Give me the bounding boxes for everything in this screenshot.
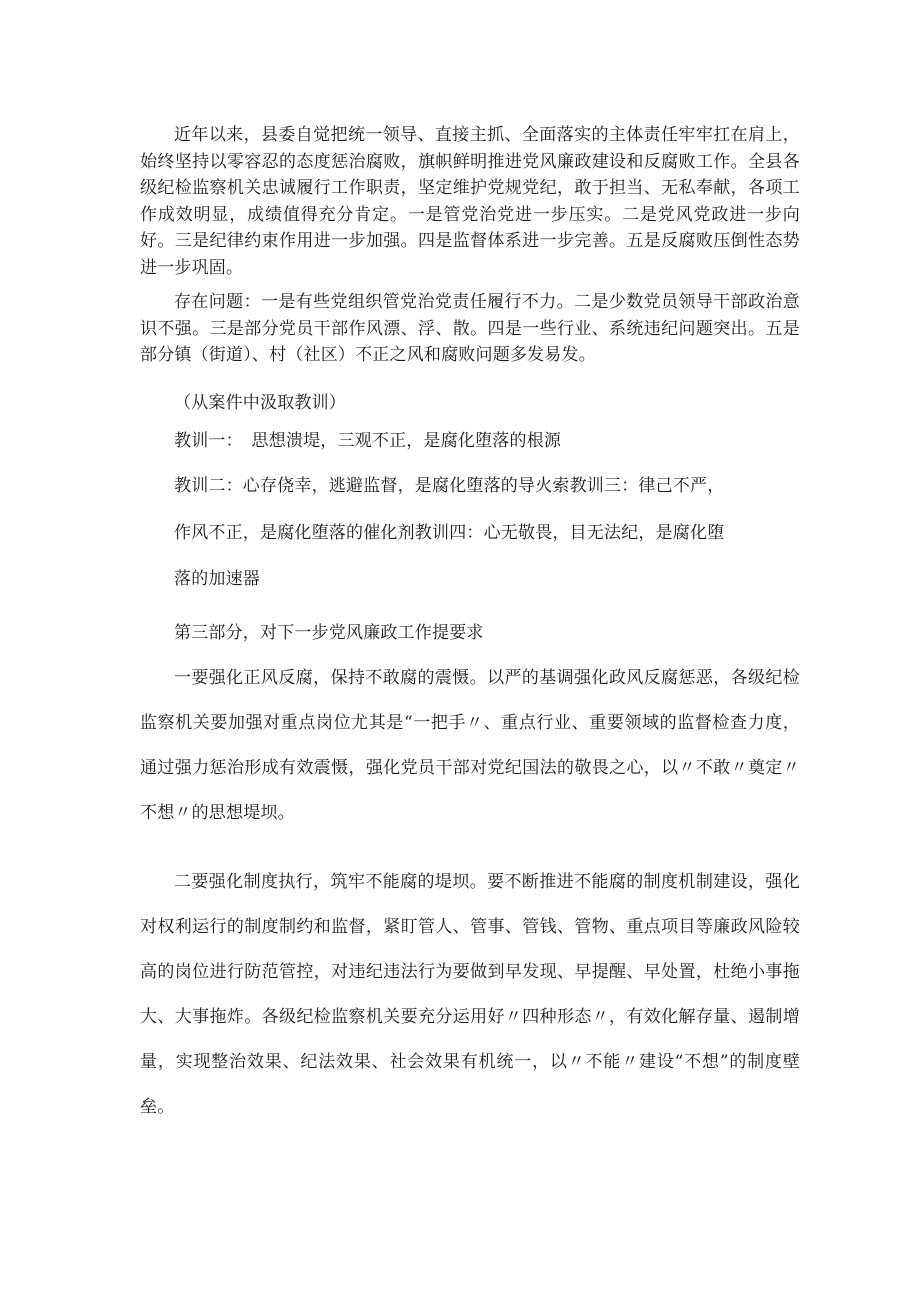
lesson-two-line2: 作风不正，是腐化堕落的催化剂教训四：心无敬畏，目无法纪，是腐化堕 (174, 523, 725, 543)
problems-paragraph: 存在问题：一是有些党组织管党治党责任履行不力。二是少数党员领导干部政治意识不强。三是部分党员干部作风漂、浮、散。四是一些行业、系统违纪问题突出。五是部分镇（街道）、村（社区）不正之风和腐败问题多发易发。 (140, 292, 800, 365)
requirement-two-paragraph: 二要强化制度执行，筑牢不能腐的堤坝。要不断推进不能腐的制度机制建设，强化对权利运行的制度制约和监督，紧盯管人、管事、管钱、管物、重点项目等廉政风险较高的岗位进行防范管控，对违纪违法行为要做到早发现、早提醒、早处置，杜绝小事拖大、大事拖炸。各级纪检监察机关要充分运用好〃四种形态〃，有效化解存量、遏制增量，实现整治效果、纪法效果、社会效果有机统一，以〃不能〃建设“不想”的制度壁垒。 (140, 872, 800, 1117)
lesson-two-line3: 落的加速器 (174, 569, 260, 589)
intro-paragraph: 近年以来，县委自觉把统一领导、直接主抓、全面落实的主体责任牢牢扛在肩上，始终坚持以零容忍的态度惩治腐败，旗帜鲜明推进党风廉政建设和反腐败工作。全县各级纪检监察机关忠诚履行工作职责，坚定维护党规党纪，敢于担当、无私奉献，各项工作成效明显，成绩值得充分肯定。一是管党治党进一步压实。二是党风党政进一步向好。三是纪律约束作用进一步加强。四是监督体系进一步完善。五是反腐败压倒性态势进一步巩固。 (140, 125, 800, 278)
requirement-one-paragraph: 一要强化正风反腐，保持不敢腐的震慑。以严的基调强化政风反腐惩恶，各级纪检监察机关要加强对重点岗位尤其是“一把手〃、重点行业、重要领域的监督检查力度，通过强力惩治形成有效震慑，强化党员干部对党纪国法的敬畏之心，以〃不敢〃奠定〃不想〃的思想堤坝。 (140, 668, 800, 823)
lesson-two-line1: 教训二：心存侥幸，逃避监督，是腐化堕落的导火索教训三：律己不严， (174, 476, 725, 496)
lesson-one: 教训一： 思想溃堤，三观不正，是腐化堕落的根源 (174, 431, 562, 451)
lessons-heading: （从案件中汲取教训） (174, 393, 346, 413)
part-three-heading: 第三部分，对下一步党风廉政工作提要求 (174, 623, 484, 643)
